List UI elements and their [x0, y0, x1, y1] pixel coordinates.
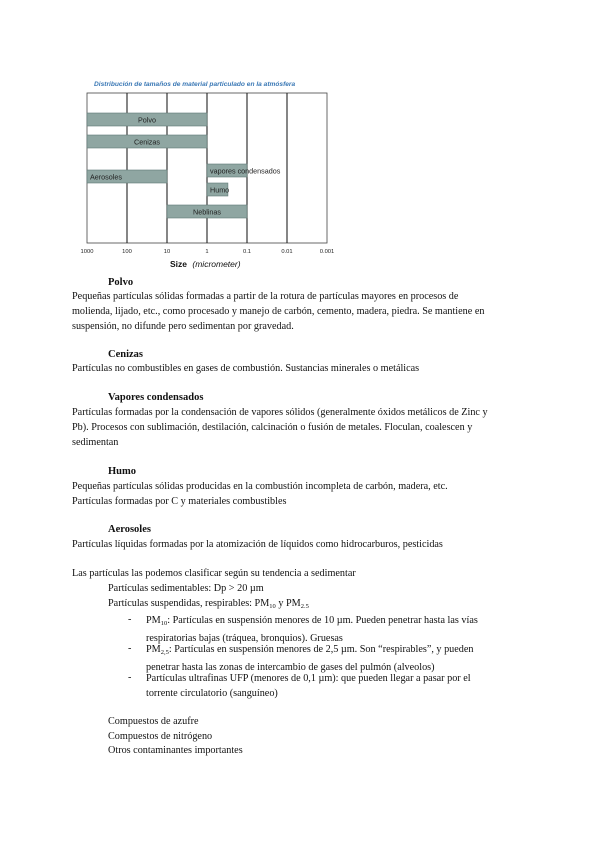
bar-label: vapores condensados — [210, 166, 281, 176]
paragraph-vapores — [72, 405, 532, 450]
paragraph-humo — [72, 479, 532, 509]
text-line: suspensión, no difunde pero sedimentan por gravedad. — [72, 321, 294, 332]
text-line: Partículas ultrafinas UFP (menores de 0,1 µm): que pueden llegar a pasar por el — [146, 673, 471, 684]
pm25-prefix: PM — [146, 644, 161, 655]
tick-label: 0.001 — [319, 249, 335, 255]
text-line: sedimentan — [72, 437, 119, 448]
paragraph-aerosoles — [72, 537, 532, 552]
heading-vapores: Vapores condensados — [108, 392, 204, 403]
heading-aerosoles: Aerosoles — [108, 524, 151, 535]
suspendidas-prefix: Partículas suspendidas, respirables: PM — [108, 598, 270, 609]
pm25-text: : Partículas en suspensión menores de 2,5 µm. Son “respirables”, y pueden — [168, 644, 474, 655]
bar-label: Polvo — [138, 115, 156, 125]
text-line: Partículas formadas por C y materiales combustibles — [72, 496, 287, 507]
suspendidas-line — [108, 598, 309, 610]
paragraph-cenizas — [72, 361, 532, 376]
tick-label: 10 — [163, 249, 171, 255]
list-dash: - — [128, 614, 132, 625]
bar-label: Humo — [210, 185, 230, 195]
pm10-item — [146, 614, 526, 646]
bar-label: Aerosoles — [90, 172, 122, 182]
classification-intro: Las partículas las podemos clasificar según su tendencia a sedimentar — [72, 568, 356, 579]
tick-label: 100 — [122, 249, 132, 255]
text-line: molienda, lijado, etc., como procesado y manejo de carbón, cemento, madera, piedra. Se mantiene en — [72, 306, 485, 317]
heading-cenizas: Cenizas — [108, 349, 143, 360]
tick-label: 0.1 — [242, 249, 252, 255]
x-axis-label — [170, 259, 241, 269]
suspendidas-sub-10: 10 — [269, 603, 276, 610]
bar-label: Cenizas — [134, 137, 160, 147]
text-line: Pequeñas partículas sólidas producidas en la combustión incompleta de carbón, madera, etc. — [72, 481, 448, 492]
x-axis-label-unit: (micrometer) — [192, 259, 241, 269]
heading-polvo: Polvo — [108, 277, 134, 288]
text-line — [146, 643, 526, 661]
text-line: Partículas formadas por la condensación de vapores sólidos (generalmente óxidos metálicos de Zinc y — [72, 407, 488, 418]
suspendidas-mid: y PM — [275, 598, 301, 609]
suspendidas-sub-25: 2.5 — [300, 603, 309, 610]
text-line: respiratorias bajas (tráquea, bronquios). Gruesas — [146, 632, 343, 644]
paragraph-polvo — [72, 289, 532, 334]
bar-label: Neblinas — [193, 207, 221, 217]
pm25-item — [146, 643, 526, 675]
list-dash: - — [128, 643, 132, 654]
tick-label: 0.01 — [281, 249, 293, 255]
heading-humo: Humo — [108, 466, 137, 477]
plot-ticks — [81, 249, 335, 255]
tick-label: 1 — [205, 249, 209, 255]
compound-nitrogeno: Compuestos de nitrógeno — [108, 731, 213, 742]
particle-size-chart — [82, 75, 352, 275]
text-line: Partículas líquidas formadas por la atomización de líquidos como hidrocarburos, pesticidas — [72, 539, 443, 550]
x-axis-label-main: Size — [170, 259, 188, 269]
text-line — [146, 614, 526, 632]
text-line: Pequeñas partículas sólidas formadas a partir de la rotura de partículas mayores en procesos de — [72, 291, 459, 302]
text-line: Pb). Procesos con sublimación, destilación, calcinación o fusión de metales. Floculan, coalescen y — [72, 422, 473, 433]
pm10-text: : Partículas en suspensión menores de 10 µm. Pueden penetrar hasta las vías — [167, 615, 478, 626]
compound-otros: Otros contaminantes importantes — [108, 745, 243, 756]
pm25-sub: 2,5 — [160, 649, 169, 656]
tick-label: 1000 — [80, 249, 94, 255]
text-line: Partículas no combustibles en gases de combustión. Sustancias minerales o metálicas — [72, 363, 420, 374]
list-dash: - — [128, 672, 132, 683]
ufp-item — [146, 672, 526, 701]
compound-azufre: Compuestos de azufre — [108, 716, 199, 727]
sedimentables-line: Partículas sedimentables: Dp > 20 µm — [108, 583, 264, 594]
text-line: torrente circulatorio (sanguíneo) — [146, 687, 278, 699]
pm10-prefix: PM — [146, 615, 161, 626]
pm10-sub: 10 — [160, 620, 168, 627]
chart-title: Distribución de tamaños de material particulado en la atmósfera — [94, 81, 296, 88]
text-line: penetrar hasta las zonas de intercambio de gases del pulmón (alveolos) — [146, 661, 435, 673]
